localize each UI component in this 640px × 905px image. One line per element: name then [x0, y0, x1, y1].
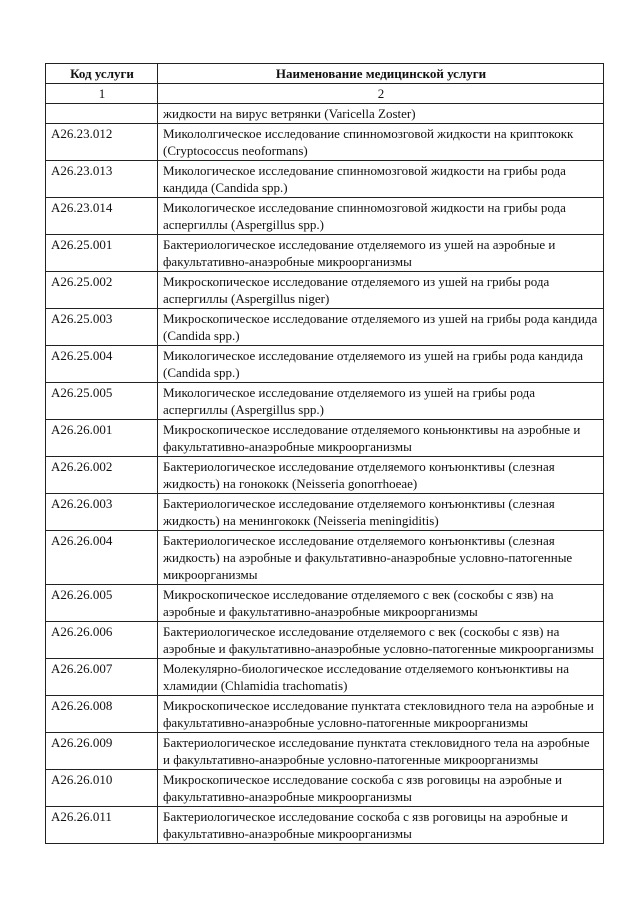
service-code: A26.26.001: [46, 420, 158, 457]
services-table: [45, 63, 604, 844]
table-row: [46, 346, 604, 383]
service-name: Микроскопическое исследование отделяемого с век (соскобы с язв) на аэробные и факультативно-анаэробные микроорганизмы: [158, 585, 604, 622]
service-name: Микологическое исследование отделяемого из ушей на грибы рода аспергиллы (Aspergillus spp.): [158, 383, 604, 420]
service-name: Микроскопическое исследование отделяемого из ушей на грибы рода аспергиллы (Aspergillus niger): [158, 272, 604, 309]
table-row: [46, 770, 604, 807]
service-code: A26.26.004: [46, 531, 158, 585]
service-code: A26.25.004: [46, 346, 158, 383]
table-row: [46, 807, 604, 844]
column-number-2: 2: [158, 84, 604, 104]
header-row: [46, 64, 604, 84]
service-code: A26.25.001: [46, 235, 158, 272]
table-row: [46, 272, 604, 309]
column-number-row: [46, 84, 604, 104]
service-code: A26.26.006: [46, 622, 158, 659]
table-row: [46, 585, 604, 622]
service-code: A26.26.011: [46, 807, 158, 844]
table-row: [46, 622, 604, 659]
table-row: [46, 531, 604, 585]
table-row: [46, 124, 604, 161]
table-row: [46, 457, 604, 494]
table-row: [46, 309, 604, 346]
service-name: Микололгическое исследование спинномозговой жидкости на криптококк (Cryptococcus neoformans): [158, 124, 604, 161]
service-code: A26.26.008: [46, 696, 158, 733]
table-row: [46, 494, 604, 531]
table-row: [46, 420, 604, 457]
service-code: A26.26.007: [46, 659, 158, 696]
service-name: Бактериологическое исследование пунктата стекловидного тела на аэробные и факультативно-анаэробные условно-патогенные микроорганизмы: [158, 733, 604, 770]
service-name: Микроскопическое исследование соскоба с язв роговицы на аэробные и факультативно-анаэробные микроорганизмы: [158, 770, 604, 807]
service-name: Микроскопическое исследование пунктата стекловидного тела на аэробные и факультативно-анаэробные условно-патогенные микроорганизмы: [158, 696, 604, 733]
service-name: Молекулярно-биологическое исследование отделяемого конъюнктивы на хламидии (Chlamidia trachomatis): [158, 659, 604, 696]
service-name: Бактериологическое исследование отделяемого с век (соскобы с язв) на аэробные и факультативно-анаэробные условно-патогенные микроорганизмы: [158, 622, 604, 659]
service-name: Микроскопическое исследование отделяемого коньюнктивы на аэробные и факультативно-анаэробные микроорганизмы: [158, 420, 604, 457]
table-row: [46, 659, 604, 696]
service-code: A26.26.009: [46, 733, 158, 770]
service-name: Микологическое исследование отделяемого из ушей на грибы рода кандида (Candida spp.): [158, 346, 604, 383]
service-name: Бактериологическое исследование отделяемого конъюнктивы (слезная жидкость) на гонококк (Neisseria gonorrhoeae): [158, 457, 604, 494]
service-code: A26.23.013: [46, 161, 158, 198]
service-name: Бактериологическое исследование отделяемого конъюнктивы (слезная жидкость) на аэробные и факультативно-анаэробные условно-патогенные микроорганизмы: [158, 531, 604, 585]
service-code: A26.26.002: [46, 457, 158, 494]
service-name: Бактериологическое исследование отделяемого из ушей на аэробные и факультативно-анаэробные микроорганизмы: [158, 235, 604, 272]
table-row: [46, 696, 604, 733]
column-number-1: 1: [46, 84, 158, 104]
continuation-text: жидкости на вирус ветрянки (Varicella Zoster): [158, 104, 604, 124]
service-code: A26.25.003: [46, 309, 158, 346]
table-row: [46, 198, 604, 235]
table-row: [46, 733, 604, 770]
service-code: A26.25.002: [46, 272, 158, 309]
header-name: Наименование медицинской услуги: [158, 64, 604, 84]
table-header: [46, 64, 604, 104]
continuation-code-cell: [46, 104, 158, 124]
service-name: Бактериологическое исследование соскоба с язв роговицы на аэробные и факультативно-анаэробные микроорганизмы: [158, 807, 604, 844]
service-code: A26.26.005: [46, 585, 158, 622]
service-code: A26.26.003: [46, 494, 158, 531]
table-row: [46, 235, 604, 272]
service-name: Микологическое исследование спинномозговой жидкости на грибы рода кандида (Candida spp.): [158, 161, 604, 198]
service-code: A26.25.005: [46, 383, 158, 420]
table-body: [46, 104, 604, 844]
service-name: Микроскопическое исследование отделяемого из ушей на грибы рода кандида (Candida spp.): [158, 309, 604, 346]
service-code: A26.26.010: [46, 770, 158, 807]
service-name: Бактериологическое исследование отделяемого конъюнктивы (слезная жидкость) на менингококк (Neisseria meningiditis): [158, 494, 604, 531]
table-row: [46, 383, 604, 420]
header-code: Код услуги: [46, 64, 158, 84]
table-row: [46, 161, 604, 198]
service-code: A26.23.014: [46, 198, 158, 235]
service-code: A26.23.012: [46, 124, 158, 161]
service-name: Микологическое исследование спинномозговой жидкости на грибы рода аспергиллы (Aspergillus spp.): [158, 198, 604, 235]
continuation-row: [46, 104, 604, 124]
